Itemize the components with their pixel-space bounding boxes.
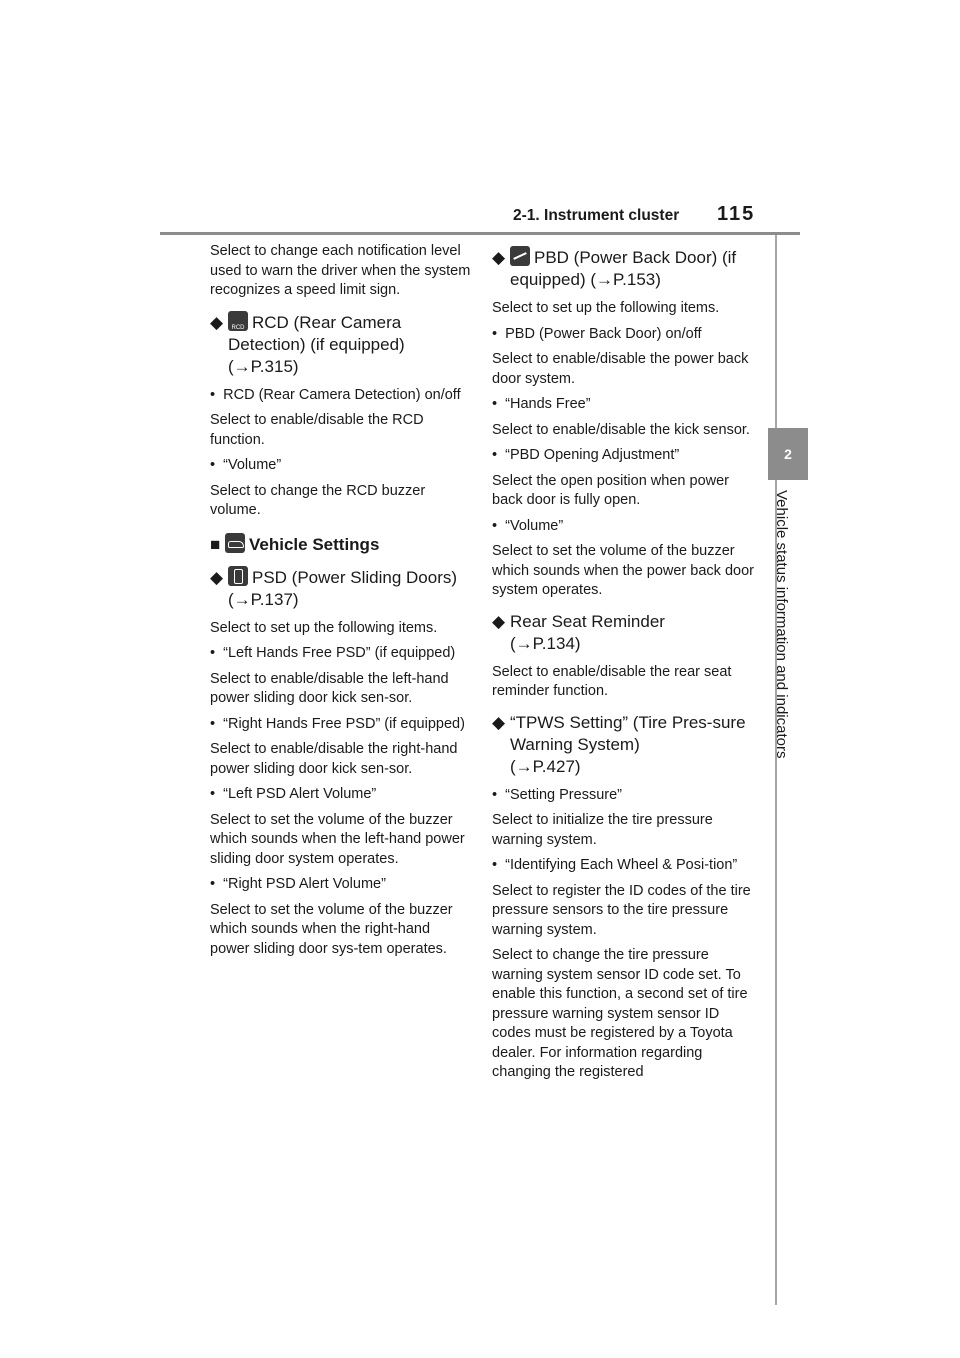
- description: Select to set up the following items.: [492, 300, 720, 316]
- diamond-bullet: ◆: [492, 248, 506, 267]
- list-item: [210, 785, 472, 805]
- description: Select to initialize the tire pressure warning system.: [492, 812, 713, 848]
- bullet: •: [492, 857, 498, 873]
- list-item-text: “Volume”: [223, 457, 282, 473]
- rear-seat-reminder-heading: [492, 611, 754, 655]
- list-item-text: “Setting Pressure”: [505, 786, 622, 803]
- bullet: •: [492, 517, 498, 534]
- list-item: [492, 517, 754, 537]
- diamond-bullet: ◆: [492, 712, 506, 732]
- description: Select the open position when power back door is fully open.: [492, 472, 729, 508]
- bullet: •: [210, 645, 216, 661]
- bullet: •: [210, 457, 216, 473]
- description: Select to enable/disable the rear seat reminder function.: [492, 663, 732, 699]
- bullet: •: [210, 715, 216, 732]
- tpws-heading: [492, 712, 754, 778]
- pbd-heading: [492, 246, 754, 291]
- list-item-text: “Right PSD Alert Volume”: [223, 876, 386, 892]
- description: Select to enable/disable the RCD function.: [210, 412, 424, 448]
- psd-door-icon: [228, 566, 248, 586]
- list-item-text: PBD (Power Back Door) on/off: [505, 325, 702, 342]
- rsr-page-ref: (→P.134): [510, 633, 581, 653]
- page-number: 115: [717, 203, 756, 225]
- pbd-door-icon: [510, 246, 530, 266]
- description: Select to set the volume of the buzzer which sounds when the right-hand power sliding door sys-tem operates.: [210, 901, 453, 957]
- description: Select to change the RCD buzzer volume.: [210, 482, 426, 518]
- description: Select to enable/disable the kick sensor.: [492, 421, 750, 438]
- psd-heading: [210, 566, 472, 611]
- bullet: •: [492, 447, 498, 463]
- list-item: [210, 644, 472, 664]
- rcd-page-ref: (→P.315): [228, 356, 299, 376]
- description: Select to change the tire pressure warning system sensor ID code set. To enable this function, a second set of tire pressure warning system sensor ID codes must be registered by a Toyota dealer. For information regarding changing the registered: [492, 947, 748, 1080]
- list-item: [492, 395, 754, 415]
- vehicle-settings-title: Vehicle Settings: [249, 534, 380, 554]
- header-divider: [160, 232, 800, 235]
- bullet: •: [492, 786, 498, 803]
- list-item-text: “PBD Opening Adjustment”: [505, 447, 680, 463]
- list-item-text: “Hands Free”: [505, 396, 591, 412]
- intro-paragraph: Select to change each notification level used to warn the driver when the system recognizes a speed limit sign.: [210, 243, 471, 298]
- list-item-text: “Identifying Each Wheel & Posi-tion”: [505, 857, 738, 873]
- bullet: •: [492, 396, 498, 412]
- rcd-icon: [228, 311, 248, 331]
- side-divider: [775, 235, 777, 1305]
- bullet: •: [210, 786, 216, 802]
- list-item: [492, 786, 754, 806]
- list-item: [210, 456, 472, 476]
- description: Select to set the volume of the buzzer which sounds when the power back door system operates.: [492, 543, 754, 598]
- list-item: [492, 446, 754, 466]
- pbd-heading-text: PBD (Power Back Door) (if equipped): [510, 248, 737, 289]
- psd-heading-text: PSD (Power Sliding Doors): [252, 567, 458, 587]
- chapter-tab: 2: [768, 428, 808, 480]
- bullet: •: [210, 386, 216, 403]
- list-item: [492, 856, 754, 876]
- tpws-page-ref: (→P.427): [510, 756, 581, 776]
- section-title: 2-1. Instrument cluster: [513, 207, 680, 224]
- pbd-page-ref: (→P.153): [590, 270, 661, 289]
- rcd-heading: [210, 311, 472, 378]
- left-column: [210, 242, 472, 965]
- bullet: •: [210, 876, 216, 892]
- list-item: [492, 325, 754, 345]
- rsr-heading-text: Rear Seat Reminder: [510, 611, 665, 631]
- vehicle-settings-icon: [225, 533, 245, 553]
- diamond-bullet: ◆: [492, 611, 506, 631]
- rcd-heading-text: RCD (Rear Camera Detection) (if equipped): [228, 312, 405, 354]
- chapter-title: Vehicle status information and indicators: [773, 490, 790, 759]
- list-item: [210, 875, 472, 895]
- description: Select to enable/disable the right-hand power sliding door kick sen-sor.: [210, 741, 458, 777]
- square-bullet: ■: [210, 534, 221, 554]
- list-item-text: “Left PSD Alert Volume”: [223, 786, 377, 802]
- bullet: •: [492, 325, 498, 342]
- description: Select to enable/disable the power back door system.: [492, 351, 749, 387]
- psd-page-ref: (→P.137): [228, 589, 299, 609]
- description: Select to set the volume of the buzzer which sounds when the left-hand power sliding door system operates.: [210, 811, 465, 867]
- right-column: [492, 242, 754, 1089]
- vehicle-settings-heading: [210, 533, 472, 556]
- list-item: [210, 386, 472, 406]
- list-item-text: “Volume”: [505, 517, 564, 534]
- list-item-text: “Right Hands Free PSD” (if equipped): [223, 715, 465, 732]
- description: Select to set up the following items.: [210, 619, 438, 636]
- description: Select to enable/disable the left-hand power sliding door kick sen-sor.: [210, 670, 449, 706]
- diamond-bullet: ◆: [210, 312, 224, 332]
- description: Select to register the ID codes of the tire pressure sensors to the tire pressure warning system.: [492, 882, 751, 938]
- tpws-heading-text: “TPWS Setting” (Tire Pres-sure Warning System): [510, 712, 746, 754]
- list-item-text: RCD (Rear Camera Detection) on/off: [223, 386, 461, 403]
- diamond-bullet: ◆: [210, 567, 224, 587]
- list-item-text: “Left Hands Free PSD” (if equipped): [223, 645, 456, 661]
- list-item: [210, 715, 472, 735]
